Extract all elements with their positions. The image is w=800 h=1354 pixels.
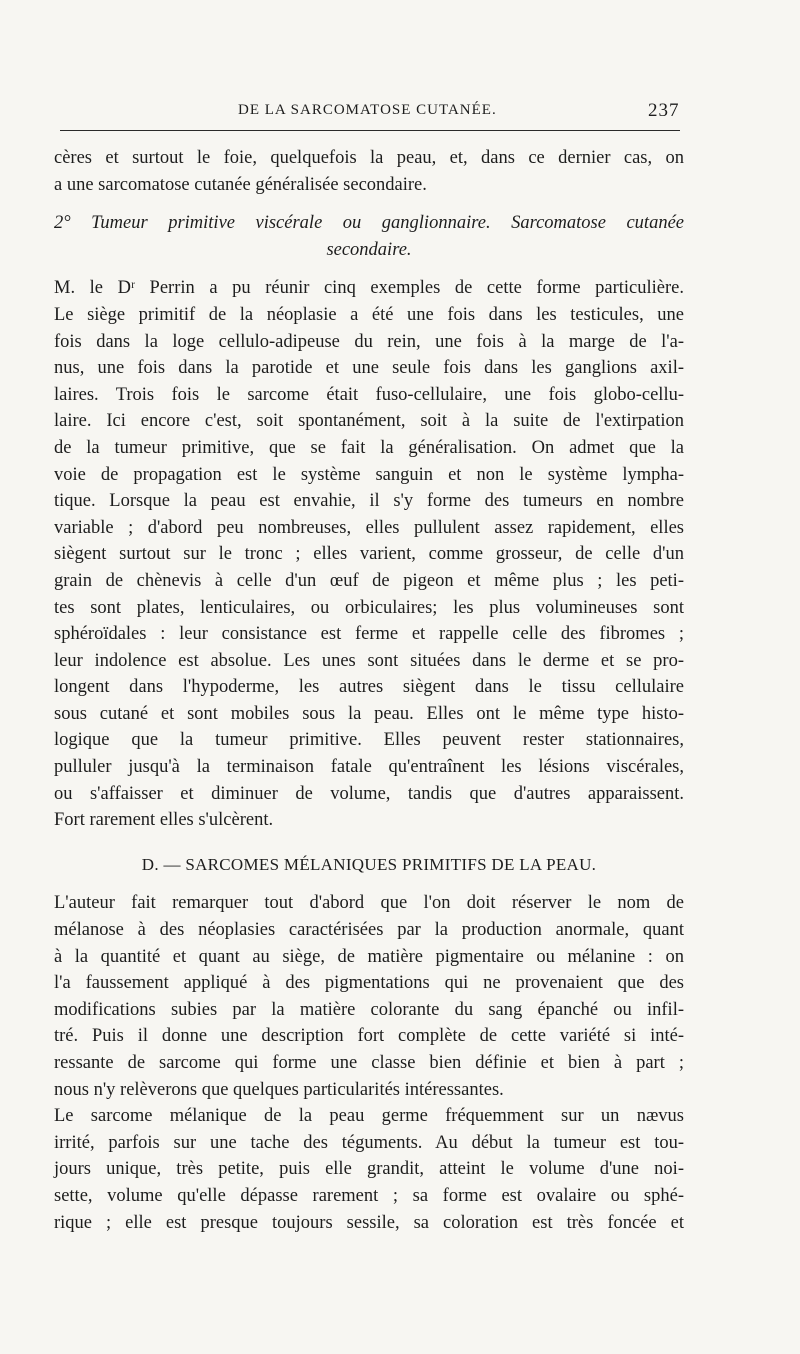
text-line: de la tumeur primitive, que se fait la généralisation. On admet que la	[54, 437, 684, 458]
text-line: logique que la tumeur primitive. Elles peuvent rester stationnaires,	[54, 730, 684, 751]
text-line: l'a faussement appliqué à des pigmentations qui ne provenaient que des	[54, 973, 684, 994]
text-line: Le sarcome mélanique de la peau germe fréquemment sur un nævus	[54, 1106, 684, 1127]
text-line: sphéroïdales : leur consistance est ferme et rappelle celle des fibromes ;	[54, 624, 684, 645]
text-line: irrité, parfois sur une tache des téguments. Au début la tumeur est tou-	[54, 1132, 684, 1153]
text-line: nous n'y relèverons que quelques particularités intéressantes.	[54, 1079, 504, 1100]
section-title: SARCOMES MÉLANIQUES PRIMITIFS DE LA PEAU.	[185, 854, 597, 874]
header-rule	[60, 130, 680, 131]
text-line: laires. Trois fois le sarcome était fuso-cellulaire, une fois globo-cellu-	[54, 384, 684, 405]
text-line: nus, une fois dans la parotide et une seule fois dans les ganglions axil-	[54, 358, 684, 379]
text-line: leur indolence est absolue. Les unes sont situées dans le derme et se pro-	[54, 650, 684, 671]
text-line: laire. Ici encore c'est, soit spontanément, soit à la suite de l'extirpation	[54, 411, 684, 432]
paragraph-3	[54, 890, 684, 1103]
text-line: ressante de sarcome qui forme une classe bien définie et bien à part ;	[54, 1053, 684, 1073]
text-line: tré. Puis il donne une description fort complète de cette variété si inté-	[54, 1026, 684, 1047]
paragraph-4	[54, 1103, 684, 1236]
text-line: ou s'affaisser et diminuer de volume, tandis que d'autres apparaissent.	[54, 783, 684, 804]
subheading-line: secondaire.	[326, 239, 412, 260]
text-line: siègent surtout sur le tronc ; elles varient, comme grosseur, de celle d'un	[54, 544, 684, 565]
text-line: L'auteur fait remarquer tout d'abord que l'on doit réserver le nom de	[54, 893, 684, 914]
subheading-2	[54, 210, 684, 263]
text-line: sette, volume qu'elle dépasse rarement ; sa forme est ovalaire ou sphé-	[54, 1185, 684, 1206]
text-line: rique ; elle est presque toujours sessile, sa coloration est très foncée et	[54, 1212, 684, 1233]
body-text	[54, 145, 684, 1236]
text-line: tes sont plates, lenticulaires, ou orbiculaires; les plus volumineuses sont	[54, 597, 684, 618]
text-line: a une sarcomatose cutanée généralisée secondaire.	[54, 174, 427, 195]
text-line: longent dans l'hypoderme, les autres siègent dans le tissu cellulaire	[54, 677, 684, 698]
text-line: sous cutané et sont mobiles sous la peau. Elles ont le même type histo-	[54, 703, 684, 724]
paragraph-2	[54, 275, 684, 833]
section-label: D. —	[141, 854, 186, 874]
text-line: modifications subies par la matière colorante du sang épanché ou infil-	[54, 999, 684, 1020]
text-line: à la quantité et quant au siège, de matière pigmentaire ou mélanine : on	[54, 946, 684, 967]
text-line: cères et surtout le foie, quelquefois la peau, et, dans ce dernier cas, on	[54, 148, 684, 168]
text-line: grain de chènevis à celle d'un œuf de pigeon et même plus ; les peti-	[54, 570, 684, 591]
text-line: variable ; d'abord peu nombreuses, elles pullulent assez rapidement, elles	[54, 517, 684, 538]
subheading-line: 2° Tumeur primitive viscérale ou ganglionnaire. Sarcomatose cutanée	[54, 213, 684, 234]
text-line: voie de propagation est le système sanguin et non le système lympha-	[54, 464, 684, 485]
text-line: Le siège primitif de la néoplasie a été une fois dans les testicules, une	[54, 304, 684, 325]
page-header	[0, 100, 800, 126]
text-line: Fort rarement elles s'ulcèrent.	[54, 810, 274, 831]
page-number: 237	[648, 100, 680, 121]
text-line: fois dans la loge cellulo-adipeuse du rein, une fois à la marge de l'a-	[54, 331, 684, 352]
paragraph-1	[54, 145, 684, 198]
text-line: M. le Dʳ Perrin a pu réunir cinq exemples de cette forme particulière.	[54, 278, 684, 299]
text-line: pulluler jusqu'à la terminaison fatale qu'entraînent les lésions viscérales,	[54, 757, 684, 778]
text-line: mélanose à des néoplasies caractérisées par la production anormale, quant	[54, 920, 684, 941]
text-line: tique. Lorsque la peau est envahie, il s'y forme des tumeurs en nombre	[54, 491, 684, 512]
text-line: jours unique, très petite, puis elle grandit, atteint le volume d'une noi-	[54, 1159, 684, 1180]
running-title: DE LA SARCOMATOSE CUTANÉE.	[238, 102, 497, 118]
section-heading-d	[54, 852, 684, 879]
